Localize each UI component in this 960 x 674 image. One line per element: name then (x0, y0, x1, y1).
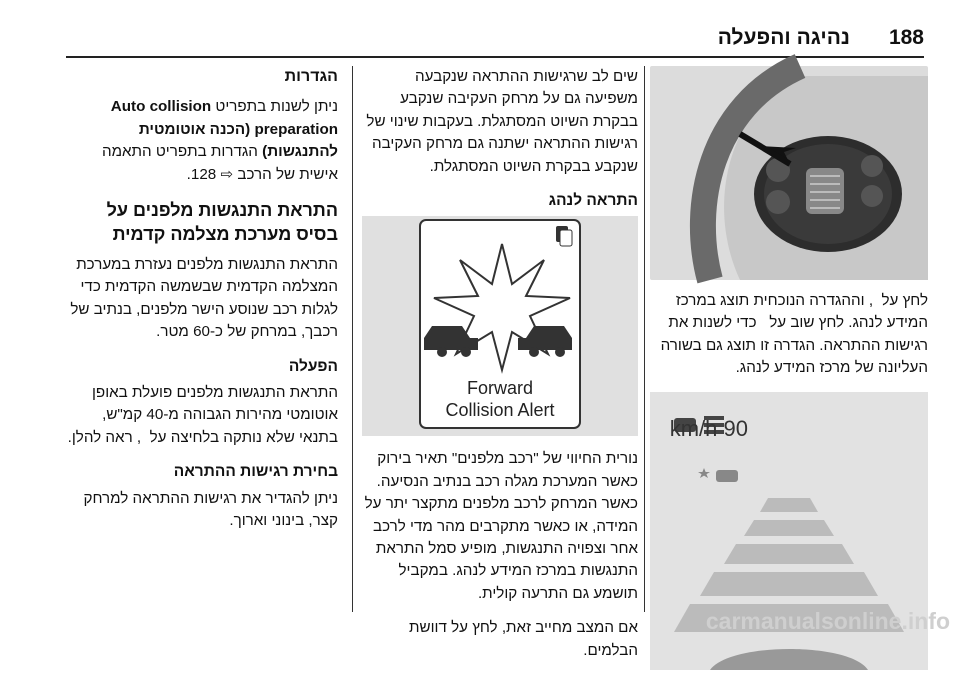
menu-name-2: preparation (254, 120, 338, 138)
wheel-description: לחץ על ⁨ ⁩, וההגדרה הנוכחית תוצג במרכז המידע לנהג. לחץ שוב על ⁨ ⁩ כדי לשנות את רגישות ההתראה. הגדרה זו תוצג גם בשורה העליונה של מרכז המידע לנהג. (660, 292, 928, 377)
watermark: carmanualsonline.info (705, 608, 950, 634)
indicator-description: נורית החיווי של "רכב מלפנים" תאיר בירוק כאשר המערכת מגלה רכב בנתיב הנסיעה. כאשר המרחק לרכב מלפנים מתקצר יתר על המידה, או כאשר מתקרבים מהר מדי לרכב אחר וצפויה התנגשות, מופיע סמל התראת התנגשות במרכז המידע לנהג. במקביל תושמע גם התרעה קולית. (364, 450, 638, 602)
forward-collision-alert-illustration (362, 216, 638, 436)
page-number: 188 (888, 26, 924, 49)
hud-speed: 90 km/h (669, 415, 748, 441)
middle-column (362, 66, 638, 674)
right-column (650, 66, 928, 670)
driver-alert-heading: התראה לנהג (548, 192, 638, 210)
settings-heading: הגדרות (284, 68, 338, 85)
fca-label-line-2: Collision Alert (445, 400, 555, 421)
column-divider-right (644, 66, 645, 612)
activation-heading: הפעלה (288, 357, 338, 375)
page-header (0, 0, 960, 60)
sensitivity-text: ניתן להגדיר את רגישות ההתראה למרחק קצר, בינוני וארוך. (83, 489, 338, 530)
sensitivity-heading: בחירת רגישות ההתראה (173, 463, 338, 481)
fca-label-line-1: Forward (466, 378, 534, 399)
settings-text-pre: ניתן לשנות בתפריט (215, 98, 338, 116)
activation-text: התראת התנגשות מלפנים פועלת באופן אוטומטי מהירות הגבוהה מ-40 קמ"ש, בתנאי שלא נותקה בלחיצה על ⁨ ⁩, ראה להלן. (67, 384, 338, 446)
camera-fca-text: התראת התנגשות מלפנים נעזרת במערכת המצלמה הקדמית שבשמשה הקדמית כדי לגלות רכב שנוסע הישר מלפנים, בנתיב של רכבך, במרחק של כ-60 מטר. (70, 256, 338, 341)
steering-wheel-illustration (650, 66, 928, 280)
menu-name-hebrew: (הכנה אוטומטית להתנגשות) (138, 120, 338, 161)
settings-text-post: הגדרות בתפריט התאמה אישית של הרכב ⇨ 128. (101, 143, 338, 183)
brake-note: אם המצב מחייב זאת, לחץ על דוושת הבלמים. (409, 619, 638, 659)
camera-fca-heading: התראת התנגשות מלפנים על בסיס מערכת מצלמה קדמית (106, 200, 338, 245)
menu-name-1: Auto collision (110, 98, 212, 116)
section-title: נהיגה והפעלה (717, 26, 850, 49)
sensitivity-note: שים לב שרגישות ההתראה שנקבעה משפיעה גם על מרחק העקיבה שנקבע בבקרת השיוט המסתגלת. בעקבות שינוי של רגישות ההתראה ישתנה גם מרחק העקיבה שנקבע בבקרת השיוט המסתגלת. (366, 68, 638, 175)
settings-text (66, 96, 338, 186)
column-divider-left (352, 66, 353, 612)
left-column (66, 66, 338, 545)
